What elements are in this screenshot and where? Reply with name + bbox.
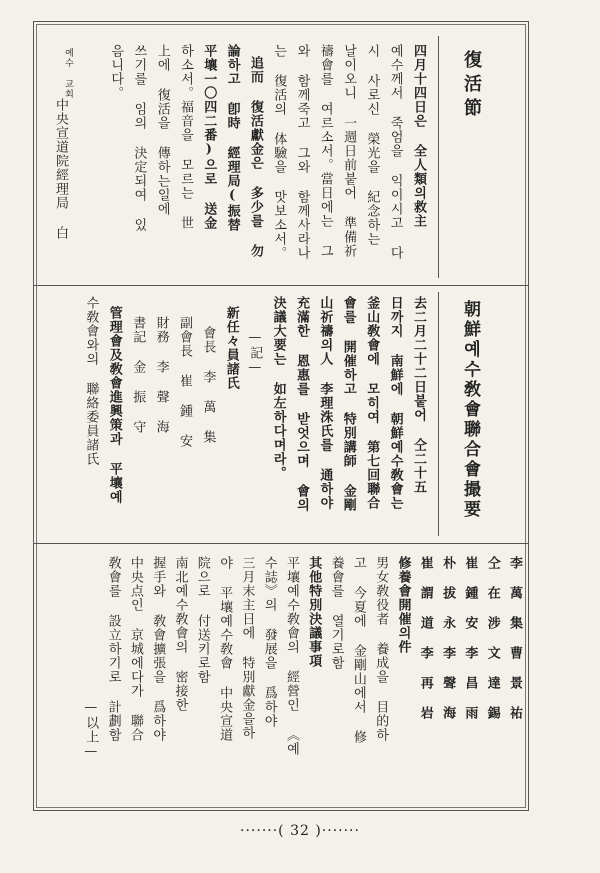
section1-line: 追而 復活獻金은 多少를 勿 — [247, 56, 263, 258]
section1-line: 시 사로신 榮光을 紀念하는 — [364, 44, 380, 246]
section1-line: 上에 復活을 傳하는일에 — [154, 44, 170, 216]
section3-line: 男女敎役者 養成을 目的하 — [373, 556, 389, 742]
section3-line: 수誌》의 發展을 爲하야 — [261, 556, 277, 728]
section1-line: 四月十四日은 全人類의救主 — [411, 44, 426, 228]
section3-line: 其他特別決議事項 — [306, 556, 322, 668]
section2-line: 副會長 崔 鍾 安 — [177, 316, 192, 448]
title-rule-2 — [438, 292, 439, 536]
section3-line: 握手와 敎會擴張을 爲하야 — [150, 556, 166, 742]
section1-line: 平壤一〇四二番)으로 送金 — [201, 44, 217, 230]
page-number: ·······( 32 )······· — [240, 823, 360, 839]
section2-line: 新任々員諸氏 — [223, 306, 239, 390]
divider-bottom — [33, 543, 529, 544]
section3-line: 養會를 열기로함 — [328, 556, 344, 670]
section3-line: 李 萬 集 曹 景 祐 — [507, 556, 522, 720]
section3-line: 三月末主日에 特別獻金을하 — [239, 556, 255, 740]
section2-line: 去二月二十二日붙어 仝二十五 — [411, 296, 426, 494]
section1-line: 와 함께죽고 그와 함께사라나 — [294, 44, 310, 260]
section2-title: 朝鮮예수敎會聯合會撮要 — [460, 300, 480, 520]
section1-line: 날이오니 一週日前붙어 準備祈 — [341, 44, 357, 258]
title-rule-1 — [438, 36, 439, 278]
section3-line: 中央点인 京城에다가 聯合 — [127, 556, 143, 742]
section2-line: 充滿한 恩惠를 받엇으며 會의 — [294, 296, 309, 512]
section3-line: 고 今夏에 金剛山에서 修 — [350, 556, 366, 744]
section1-line: 禱會를 여르소서。當日에는 그 — [317, 44, 333, 258]
section3-line: 平壤예수敎會의 經營인 《예 — [284, 556, 299, 756]
section2-line: —記— — [247, 330, 263, 376]
divider-top — [33, 285, 529, 286]
section1-title: 復活節 — [461, 50, 482, 122]
section2-line: 釜山敎會에 모히여 第七回聯合 — [364, 296, 380, 510]
section1-line: 는 復活의 体驗을 맛보소서。 — [271, 44, 287, 260]
signature-small: 예수 교회 — [63, 48, 73, 99]
section2-line: 書記 金 振 守 — [130, 316, 146, 434]
section2-line: 日까지 南鮮에 朝鮮예수敎會는 — [387, 296, 403, 510]
section2-line: 財務 李 聲 海 — [153, 316, 169, 434]
section3-line: 仝 在 涉 文 達 錫 — [484, 556, 500, 720]
section2-line: 管理會及敎會進興策과 平壤예 — [106, 306, 122, 504]
section1-line: 음니다。 — [108, 44, 124, 100]
section1-line: 쓰기를 임의 決定되여 있 — [131, 44, 147, 232]
section2-line: 會長 李 萬 集 — [200, 326, 216, 444]
section3-line: 院으로 付送키로함 — [194, 556, 210, 684]
signature: 中央宣道院經理局 白 — [53, 98, 68, 240]
section3-line: 崔 鍾 安 李 昌 雨 — [462, 556, 478, 720]
section3-line: —以上— — [83, 700, 99, 760]
section2-line: 決議大要는 如左하다며라。 — [270, 296, 286, 480]
section1-line: 예수께서 죽엄을 익이시고 다 — [387, 44, 403, 260]
section1-line: 論하고 卽時 經理局(振替 — [224, 44, 240, 232]
section3-line: 崔 謂 道 李 再 岩 — [417, 556, 433, 720]
section2-line: 會를 開催하고 特別講師 金剛 — [340, 296, 356, 512]
section1-line: 하소서。福音을 모르는 世 — [178, 44, 193, 230]
section3-line: 朴 拔 永 李 聲 海 — [440, 556, 456, 720]
section3-line: 야 平壤예수敎會 中央宣道 — [217, 556, 233, 742]
section3-line: 敎會를 設立하기로 計劃함 — [105, 556, 121, 742]
section3-line: 南北예수敎會의 密接한 — [172, 556, 188, 712]
section2-line: 山祈禱의人 李理洙氏를 通하야 — [317, 296, 333, 510]
section2-line: 수敎會와의 聯絡委員諸氏 — [83, 296, 99, 466]
section3-line: 修養會開催의件 — [395, 556, 411, 654]
